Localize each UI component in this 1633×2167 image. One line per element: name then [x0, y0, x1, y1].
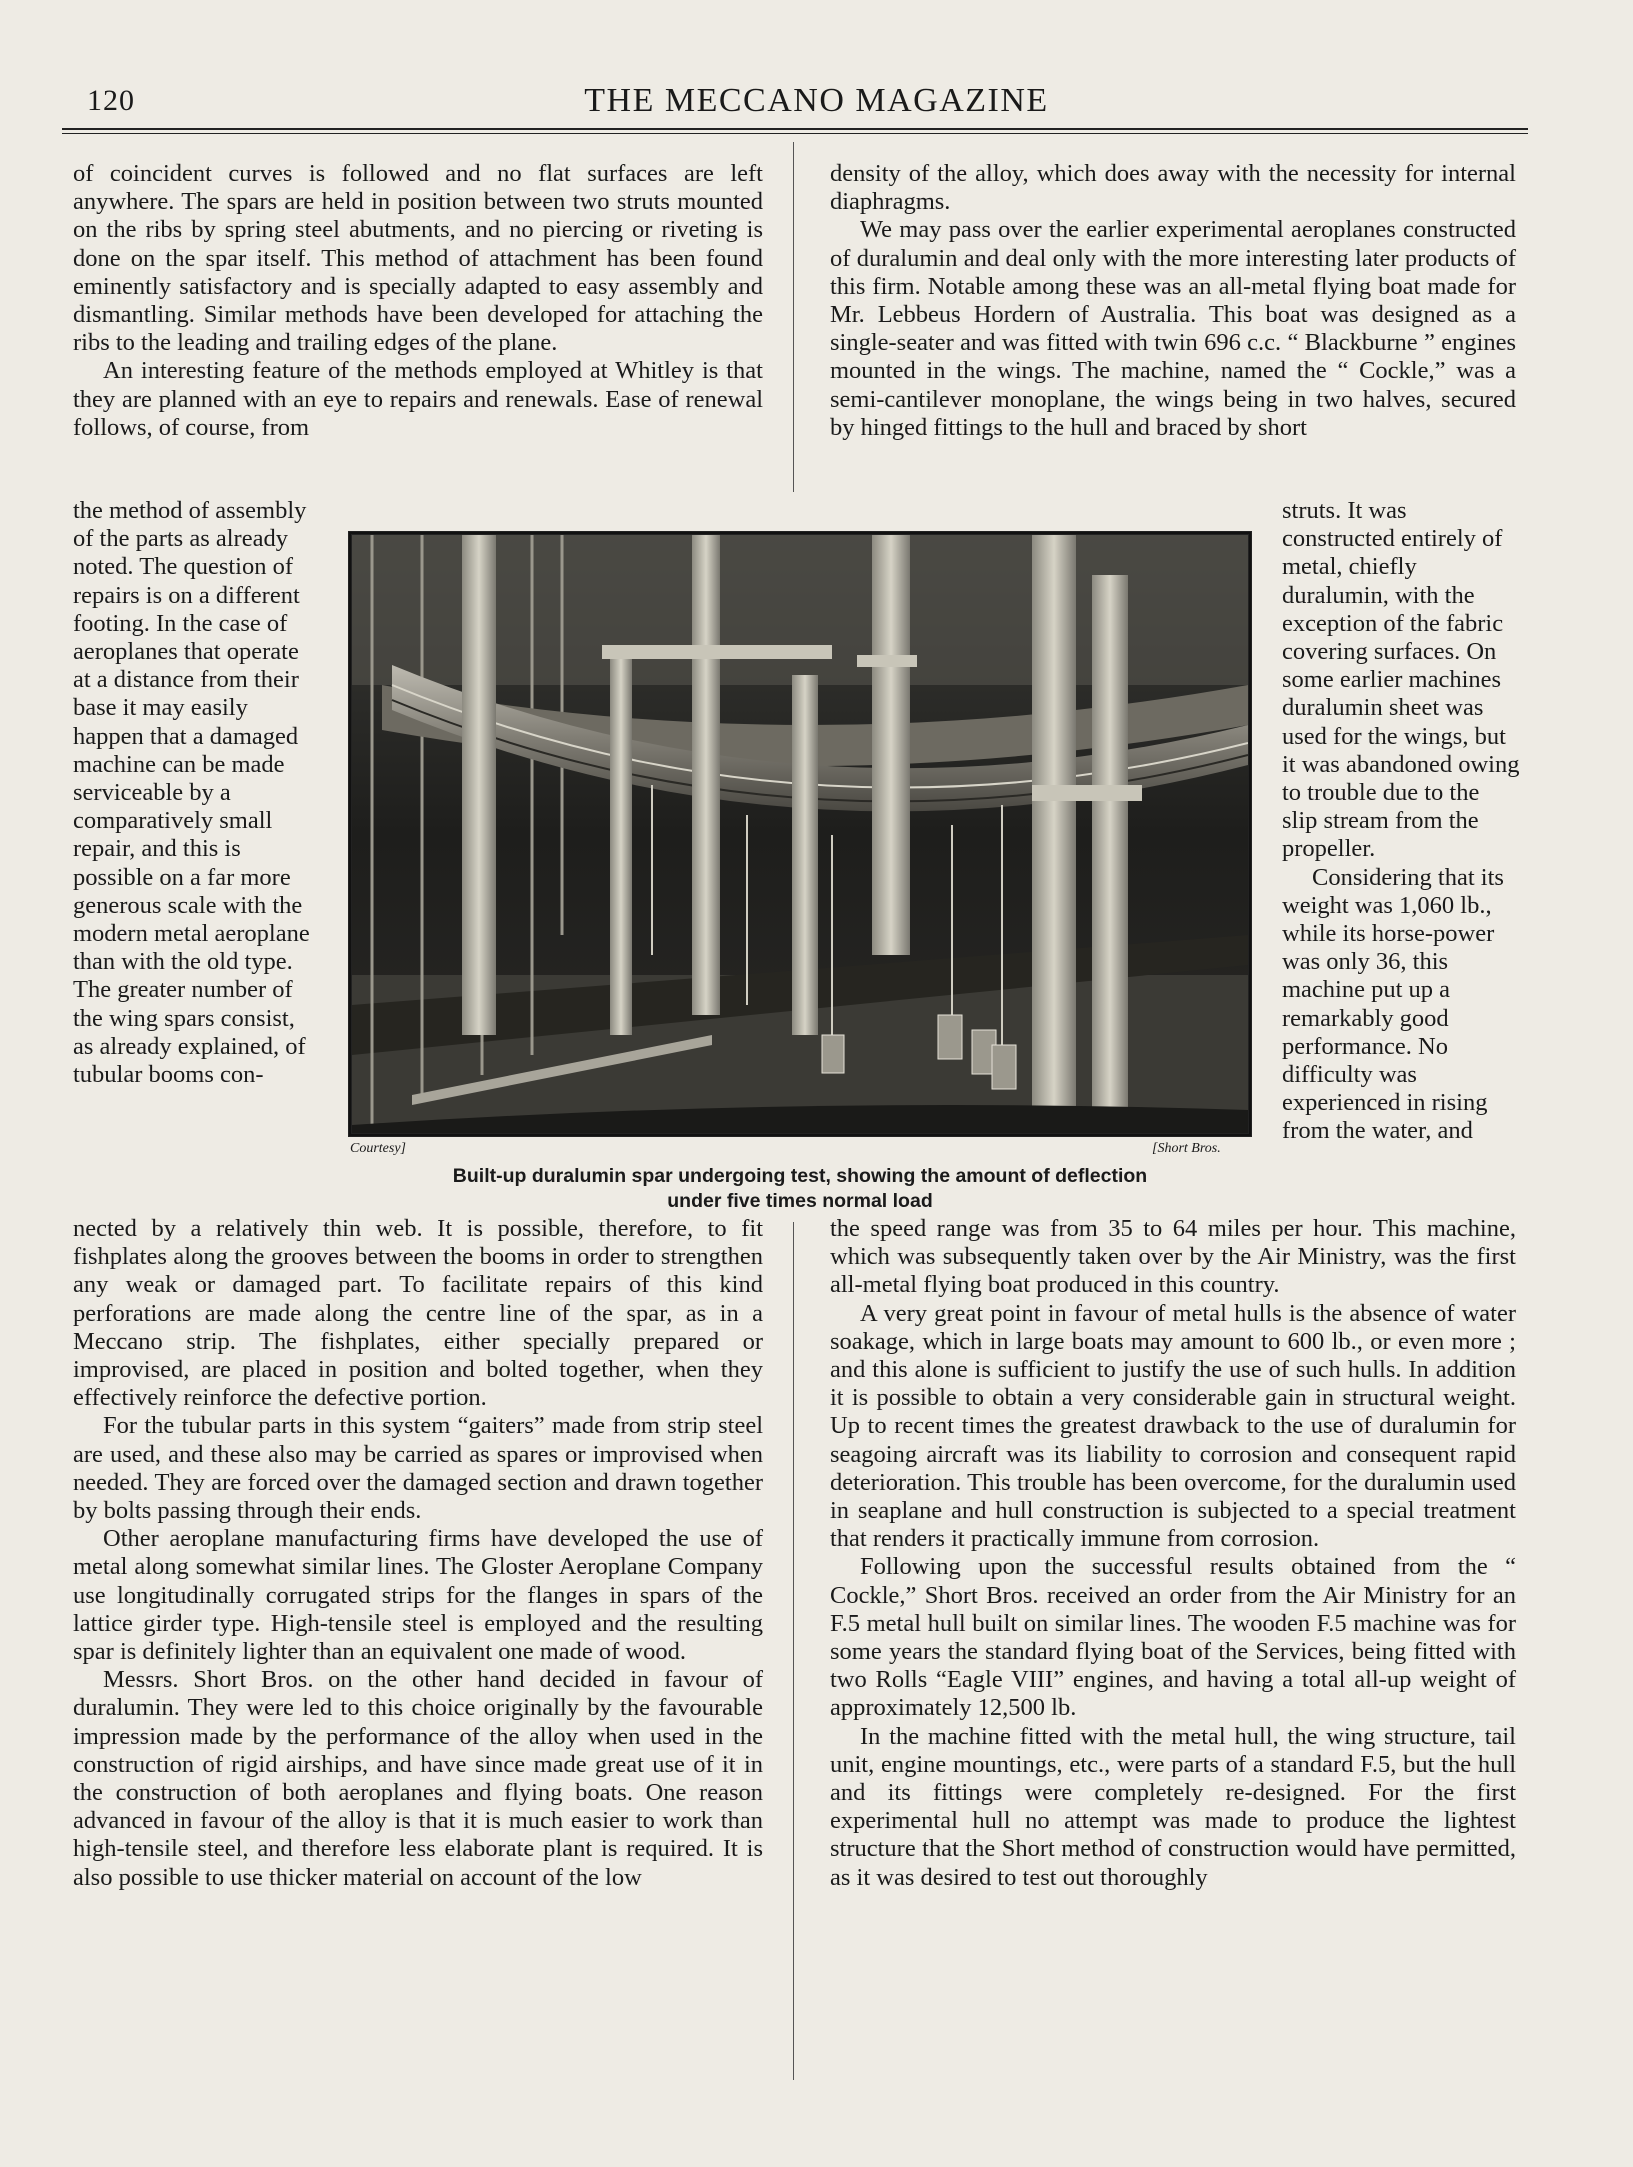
right-column-top [830, 160, 1516, 442]
paragraph: We may pass over the earlier experimental aeroplanes constructed of duralumin and deal only with the more interesting later products of this firm. Notable among these was an all-metal flying boat made for Mr. Lebbeus Hordern of Australia. This boat was designed as a single-seater and was fitted with twin 696 c.c. “ Blackburne ” engines mounted in the wings. The machine, named the “ Cockle,” was a semi-cantilever monoplane, the wings being in two halves, secured by hinged fittings to the hull and braced by short [830, 216, 1516, 441]
photo-credit-left: Courtesy] [350, 1141, 406, 1156]
paragraph: Messrs. Short Bros. on the other hand decided in favour of duralumin. They were led to this choice originally by the favourable impression made by the performance of the alloy when used in the construction of rigid airships, and have since made great use of it in the construction of both aeroplanes and flying boats. One reason advanced in favour of the alloy is that it is much easier to work than high-tensile steel, and therefore less elaborate plant is required. It is also possible to use thicker material on account of the low [73, 1666, 763, 1891]
photo-credit-right: [Short Bros. [1152, 1141, 1221, 1156]
paragraph: A very great point in favour of metal hulls is the absence of water soakage, which in large boats may amount to 600 lb., or even more ; and this alone is sufficient to justify the use of such hulls. In addition it is possible to obtain a very considerable gain in structural weight. Up to recent times the greatest drawback to the use of duralumin for seagoing aircraft was its liability to corrosion and consequent rapid deterioration. This trouble has been overcome, for the duralumin used in seaplane and hull construction is subjected to a special treatment that renders it practically immune from corrosion. [830, 1299, 1516, 1553]
right-column-wrap [1282, 497, 1520, 1146]
paragraph: An interesting feature of the methods employed at Whitley is that they are planned with an eye to repairs and renewals. Ease of renewal follows, of course, from [73, 357, 763, 441]
magazine-title: THE MECCANO MAGAZINE [584, 82, 1049, 119]
right-column-bottom [830, 1215, 1516, 1892]
paragraph: struts. It was constructed entirely of metal, chiefly duralumin, with the exception of the fabric covering surfaces. On some earlier machines duralumin sheet was used for the wings, but it was abandoned owing to trouble due to the slip stream from the propeller. [1282, 497, 1520, 863]
column-divider-top [793, 142, 794, 492]
paragraph: density of the alloy, which does away with the necessity for internal diaphragms. [830, 160, 1516, 216]
column-divider-bottom [793, 1222, 794, 2080]
figure-caption [340, 1164, 1260, 1214]
paragraph: In the machine fitted with the metal hull, the wing structure, tail unit, engine mountings, etc., were parts of a standard F.5, but the hull and its fittings were completely re-designed. For the first experimental hull no attempt was made to produce the lightest structure that the Short method of construction would have permitted, as it was desired to test out thoroughly [830, 1722, 1516, 1891]
left-column-top [73, 160, 763, 442]
paragraph: the speed range was from 35 to 64 miles per hour. This machine, which was subsequently taken over by the Air Ministry, was the first all-metal flying boat produced in this country. [830, 1215, 1516, 1299]
paragraph: Considering that its weight was 1,060 lb., while its horse-power was only 36, this machine put up a remarkably good performance. No difficulty was experienced in rising from the water, and [1282, 863, 1504, 1145]
paragraph: of coincident curves is followed and no flat surfaces are left anywhere. The spars are held in position between two struts mounted on the ribs by spring steel abutments, and no piercing or riveting is done on the spar itself. This method of attachment has been found eminently satisfactory and is specially adapted to easy assembly and dismantling. Similar methods have been developed for attaching the ribs to the leading and trailing edges of the plane. [73, 160, 763, 357]
spar-test-illustration [352, 535, 1248, 1133]
paragraph: For the tubular parts in this system “gaiters” made from strip steel are used, and these also may be carried as spares or improvised when needed. They are forced over the damaged section and drawn together by bolts passing through their ends. [73, 1412, 763, 1525]
caption-line: Built-up duralumin spar undergoing test, showing the amount of deflection [452, 1165, 1148, 1187]
caption-line: under five times normal load [667, 1190, 933, 1212]
paragraph: Other aeroplane manufacturing firms have developed the use of metal along somewhat similar lines. The Gloster Aeroplane Company use longitudinally corrugated strips for the flanges in spars of the lattice girder type. High-tensile steel is employed and the resulting spar is definitely lighter than an equivalent one made of wood. [73, 1525, 763, 1666]
spar-test-photo [348, 531, 1252, 1137]
paragraph: Following upon the successful results obtained from the “ Cockle,” Short Bros. received an order from the Air Ministry for an F.5 metal hull built on similar lines. The wooden F.5 machine was for some years the standard flying boat of the Services, being fitted with two Rolls “Eagle VIII” engines, and having a total all-up weight of approximately 12,500 lb. [830, 1553, 1516, 1722]
paragraph: the method of assembly of the parts as already noted. The question of repairs is on a different footing. In the case of aeroplanes that operate at a distance from their base it may easily happen that a damaged machine can be made serviceable by a comparatively small repair, and this is possible on a far more generous scale with the modern metal aeroplane than with the old type. The greater number of the wing spars consist, as already explained, of tubular booms con- [73, 497, 310, 1089]
left-column-bottom [73, 1215, 763, 1892]
paragraph: nected by a relatively thin web. It is possible, therefore, to fit fishplates along the grooves between the booms in order to strengthen any weak or damaged part. To facilitate repairs of this kind perforations are made along the centre line of the spar, as in a Meccano strip. The fishplates, either specially prepared or improvised, are placed in position and bolted together, when they effectively reinforce the defective portion. [73, 1215, 763, 1412]
left-column-wrap [73, 497, 319, 1089]
header-rule [62, 128, 1528, 134]
page-number: 120 [87, 84, 135, 117]
